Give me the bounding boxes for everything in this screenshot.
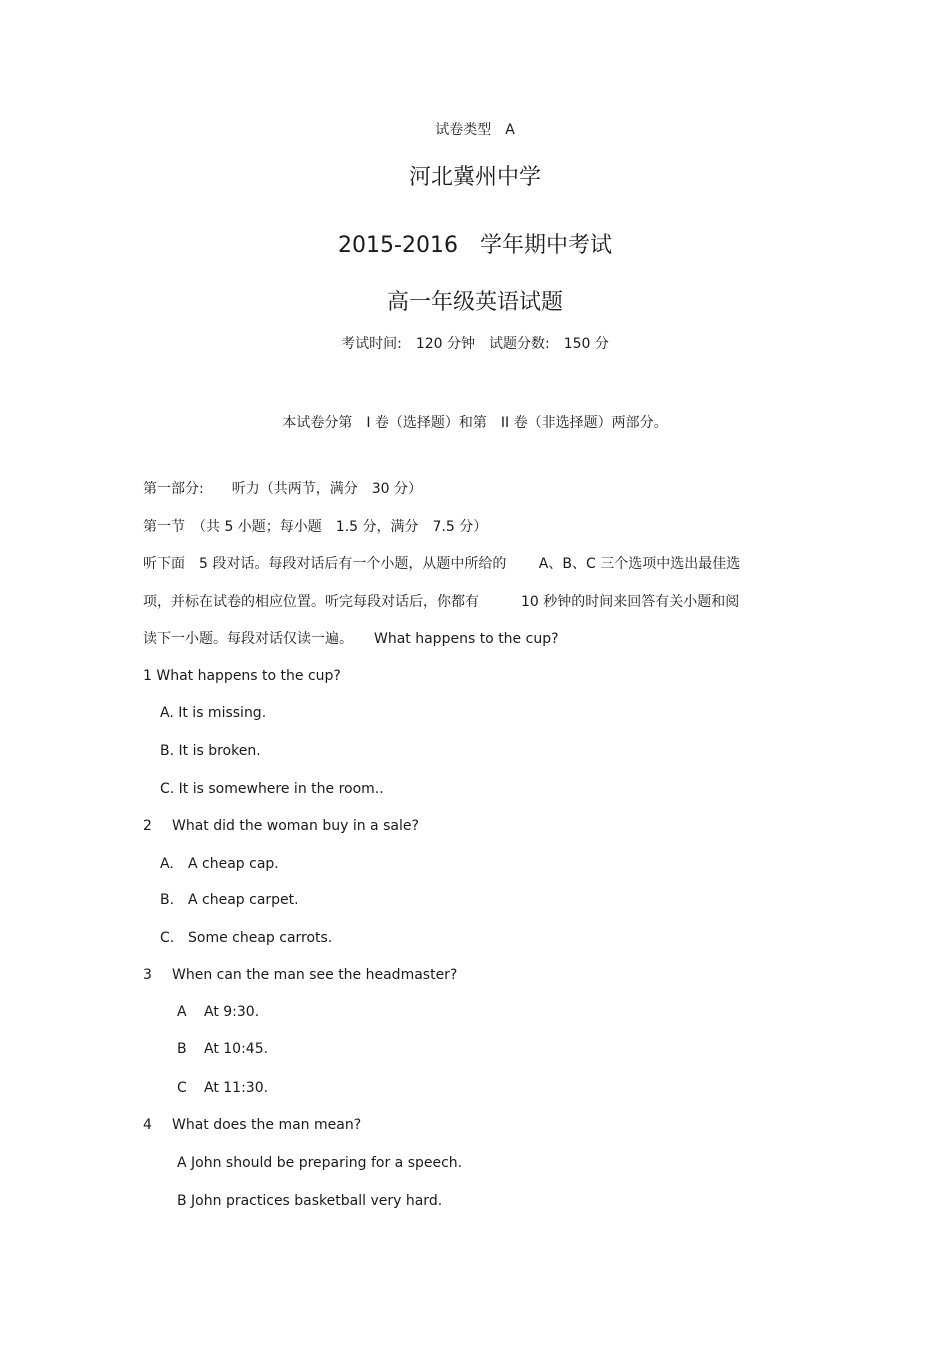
- q3-option-c-label: C: [177, 1080, 187, 1096]
- q2-option-a-label: A.: [160, 856, 174, 872]
- q2-option-c-label: C.: [160, 930, 175, 946]
- q3-option-c: At 11:30.: [204, 1080, 269, 1096]
- q3-option-a-label: A: [177, 1004, 187, 1020]
- instruction-line: 听下面 5 段对话。每段对话后有一个小题，从题中所给的 A、B、C 三个选项中选出最佳选: [143, 556, 741, 572]
- question-4-number: 4: [143, 1117, 152, 1133]
- instruction-line: 项，并标在试卷的相应位置。听完每段对话后，你都有 10 秒钟的时间来回答有关小题和阅: [143, 594, 740, 610]
- q3-option-b-label: B: [177, 1041, 187, 1057]
- question-4: What does the man mean?: [172, 1117, 362, 1133]
- paper-composition: 本试卷分第 I 卷（选择题）和第 II 卷（非选择题）两部分。: [282, 415, 668, 431]
- q2-option-c: Some cheap carrots.: [188, 930, 333, 946]
- question-2: What did the woman buy in a sale?: [172, 818, 419, 834]
- page-title: 高一年级英语试题: [386, 290, 563, 315]
- paper-type: 试卷类型 A: [435, 122, 515, 138]
- q2-option-a: A cheap cap.: [188, 856, 279, 872]
- exam-info: 考试时间: 120 分钟 试题分数: 150 分: [341, 336, 609, 352]
- subsection-title: 第一节 （共 5 小题；每小题 1.5 分，满分 7.5 分）: [143, 519, 488, 535]
- q2-option-b: A cheap carpet.: [188, 892, 299, 908]
- exam-term: 2015-2016 学年期中考试: [338, 233, 612, 258]
- q3-option-b: At 10:45.: [204, 1041, 269, 1057]
- school-name: 河北冀州中学: [408, 165, 541, 190]
- q1-option-c: C. It is somewhere in the room..: [160, 781, 384, 797]
- q2-option-b-label: B.: [160, 892, 175, 908]
- question-2-number: 2: [143, 818, 152, 834]
- q1-option-b: B. It is broken.: [160, 743, 261, 759]
- q1-option-a: A. It is missing.: [160, 705, 267, 721]
- question-3-number: 3: [143, 967, 152, 983]
- part-title: 第一部分: 听力（共两节，满分 30 分）: [143, 481, 422, 497]
- question-3: When can the man see the headmaster?: [172, 967, 458, 983]
- question-1: 1 What happens to the cup?: [143, 668, 341, 684]
- q3-option-a: At 9:30.: [204, 1004, 260, 1020]
- instruction-line: 读下一小题。每段对话仅读一遍。 What happens to the cup?: [143, 631, 559, 647]
- q4-option-a: A John should be preparing for a speech.: [177, 1155, 463, 1171]
- q4-option-b: B John practices basketball very hard.: [177, 1193, 443, 1209]
